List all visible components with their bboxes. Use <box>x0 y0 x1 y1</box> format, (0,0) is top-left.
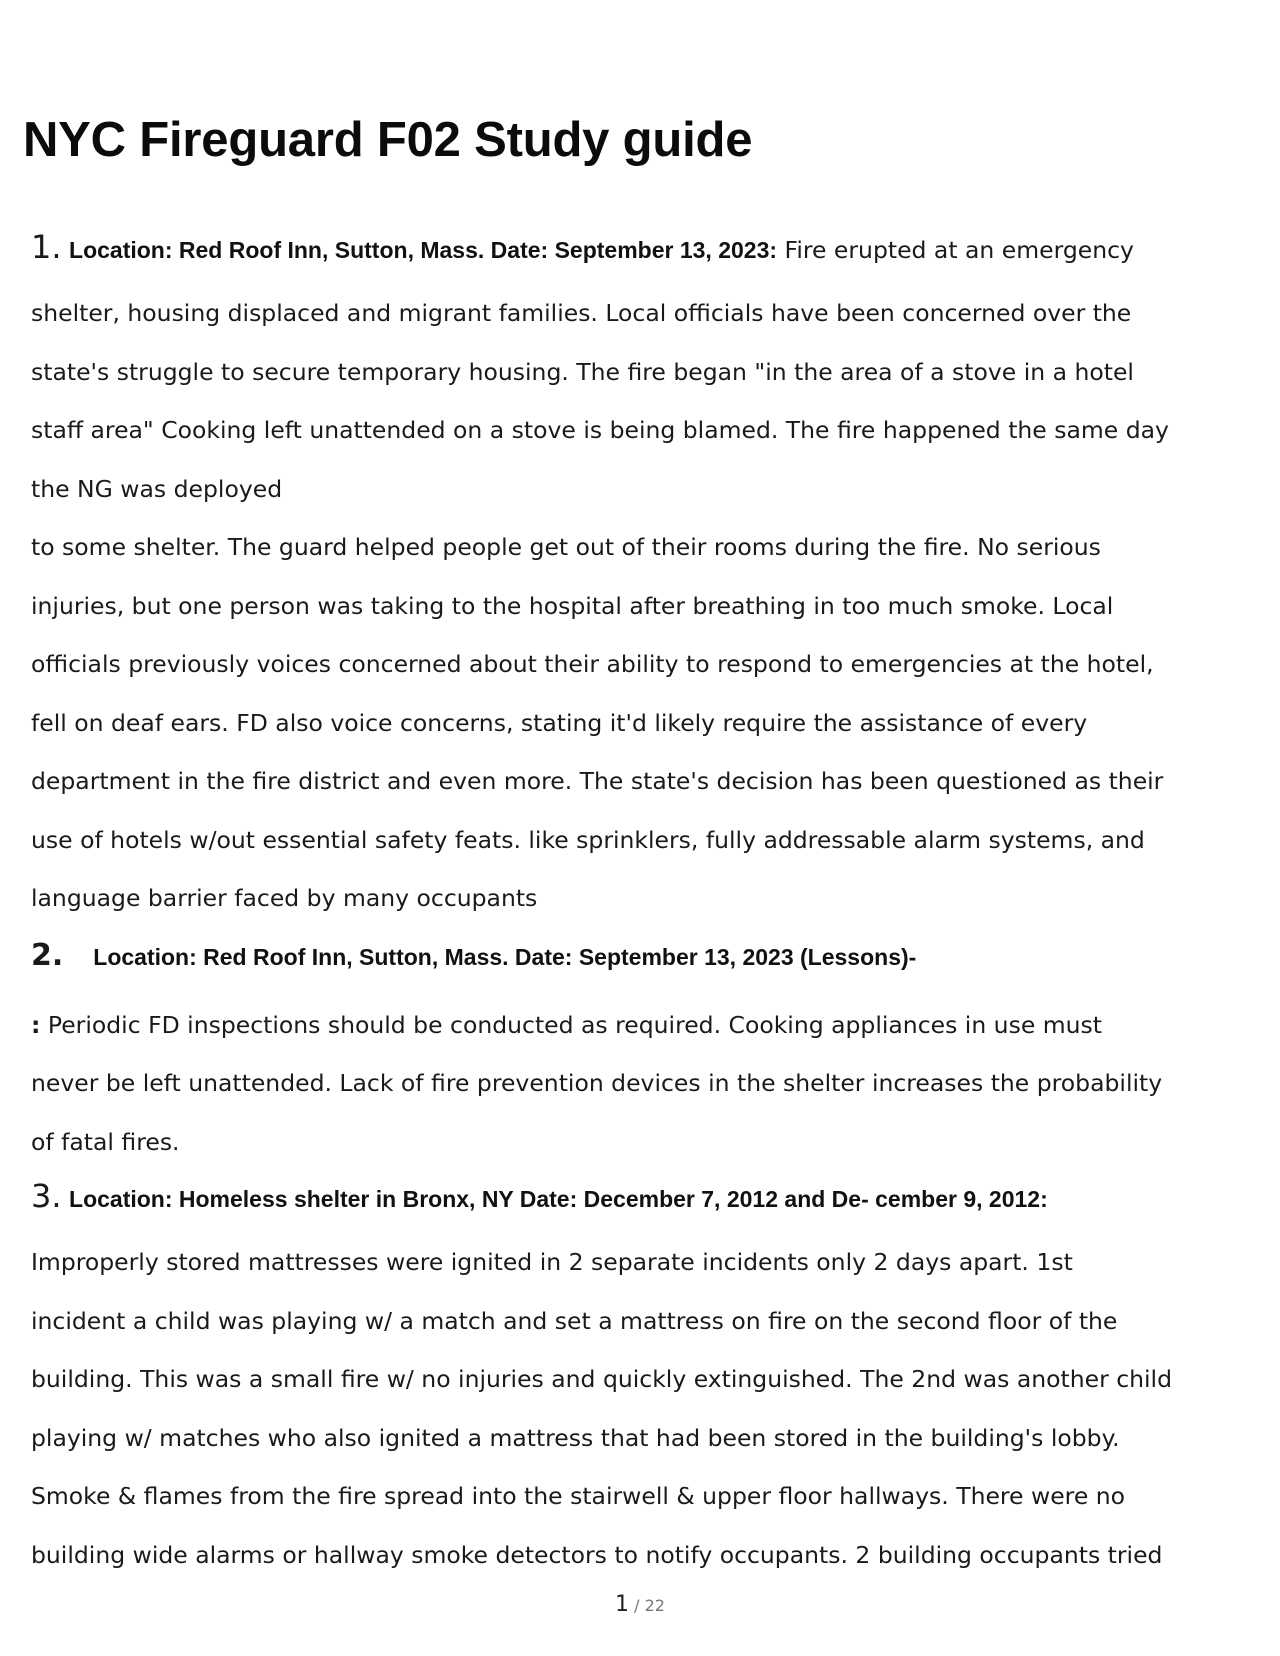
item-text: Periodic FD inspections should be conducted as required. Cooking appliances in use must <box>47 1010 1102 1039</box>
item-number: 2. <box>31 937 64 973</box>
text-line: never be left unattended. Lack of fire prevention devices in the shelter increases the probability <box>31 1069 1163 1097</box>
text-line: use of hotels w/out essential safety feats. like sprinklers, fully addressable alarm systems, and <box>31 825 1145 854</box>
total-pages: / 22 <box>634 1596 665 1615</box>
text-line: state's struggle to secure temporary housing. The fire began "in the area of a stove in a hotel <box>31 357 1134 386</box>
text-line: of fatal fires. <box>31 1127 180 1156</box>
text-line: Improperly stored mattresses were ignited in 2 separate incidents only 2 days apart. 1st <box>31 1248 1073 1276</box>
text-line: building wide alarms or hallway smoke detectors to notify occupants. 2 building occupants tried <box>31 1540 1163 1569</box>
text-line: Smoke & flames from the fire spread into the stairwell & upper floor hallways. There were no <box>31 1482 1126 1510</box>
item-colon: : <box>31 1010 41 1039</box>
item-heading: Location: Homeless shelter in Bronx, NY Date: December 7, 2012 and De- cember 9, 2012: <box>69 1186 1048 1212</box>
text-line: the NG was deployed <box>31 474 283 503</box>
text-line: incident a child was playing w/ a match and set a mattress on fire on the second floor of the <box>31 1306 1118 1335</box>
text-line: injuries, but one person was taking to the hospital after breathing in too much smoke. Local <box>31 591 1114 620</box>
text-line: staff area" Cooking left unattended on a stove is being blamed. The fire happened the same day <box>31 416 1169 444</box>
item-number: 1. <box>31 228 62 266</box>
list-item-3 <box>31 1171 1251 1584</box>
text-line: fell on deaf ears. FD also voice concerns, stating it'd likely require the assistance of every <box>31 708 1088 737</box>
text-line: department in the fire district and even more. The state's decision has been questioned as their <box>31 767 1164 795</box>
page-title: NYC Fireguard F02 Study guide <box>23 113 753 167</box>
list-item-1 <box>31 222 1251 928</box>
text-line: shelter, housing displaced and migrant families. Local officials have been concerned over the <box>31 299 1132 327</box>
text-line: playing w/ matches who also ignited a mattress that had been stored in the building's lobby. <box>31 1423 1120 1452</box>
document-body <box>31 222 1251 1584</box>
item-heading: Location: Red Roof Inn, Sutton, Mass. Date: September 13, 2023: <box>69 237 778 263</box>
list-item-2 <box>31 928 1251 1172</box>
text-line: language barrier faced by many occupants <box>31 884 538 912</box>
item-heading: Location: Red Roof Inn, Sutton, Mass. Date: September 13, 2023 (Lessons)- <box>93 943 917 970</box>
text-line: officials previously voices concerned about their ability to respond to emergencies at the hotel, <box>31 650 1154 678</box>
item-number: 3. <box>31 1177 62 1215</box>
text-line: building. This was a small fire w/ no injuries and quickly extinguished. The 2nd was another child <box>31 1365 1173 1393</box>
current-page: 1 <box>615 1592 630 1617</box>
page-indicator <box>0 1592 1280 1617</box>
text-line: to some shelter. The guard helped people get out of their rooms during the fire. No serious <box>31 533 1101 561</box>
item-text: Fire erupted at an emergency <box>784 236 1134 264</box>
